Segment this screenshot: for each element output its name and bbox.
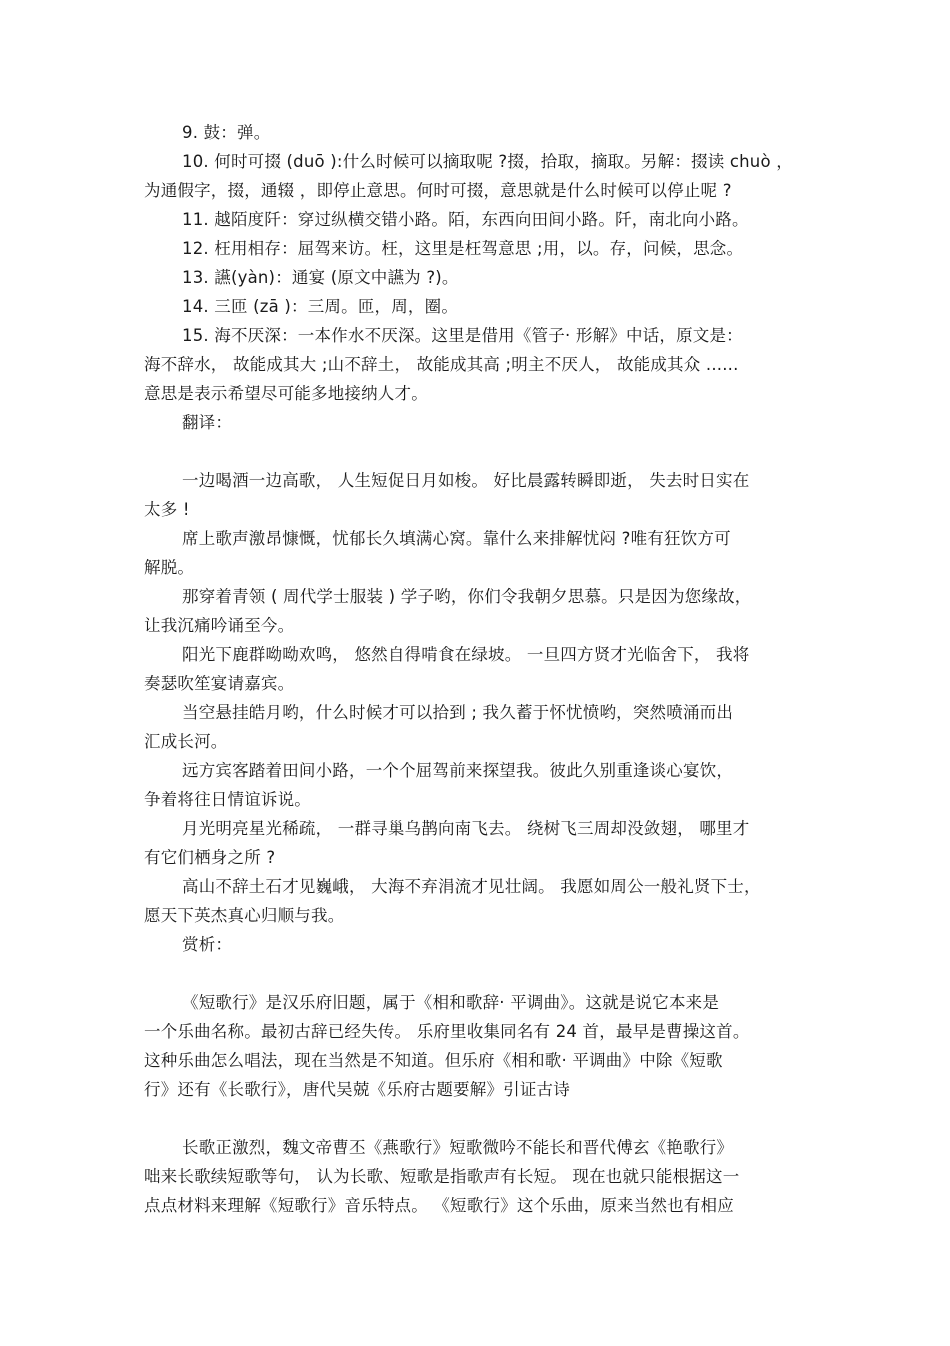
translation-paragraph: [144, 640, 816, 698]
appreciation-paragraph-1: [144, 988, 816, 1104]
translation-paragraph: [144, 466, 816, 524]
translation-paragraph: [144, 814, 816, 872]
document-body: [144, 118, 816, 1220]
translation-line: 当空悬挂皓月哟，什么时候才可以拾到 ; 我久蓄于怀忧愤哟，突然喷涌而出: [182, 703, 734, 722]
translation-paragraph: [144, 524, 816, 582]
note-line: 11. 越陌度阡：穿过纵横交错小路。陌，东西向田间小路。阡，南北向小路。: [182, 210, 749, 229]
note-line: 海不辞水， 故能成其大 ;山不辞土， 故能成其高 ;明主不厌人， 故能成其众 ......: [144, 355, 739, 374]
note-11: [144, 205, 816, 234]
appreciation-line: 咄来长歌续短歌等句， 认为长歌、短歌是指歌声有长短。 现在也就只能根据这一: [144, 1167, 740, 1186]
appreciation-line: 《短歌行》是汉乐府旧题，属于《相和歌辞· 平调曲》。这就是说它本来是: [182, 993, 720, 1012]
note-line: 9. 鼓：弹。: [182, 123, 271, 142]
note-12: [144, 234, 816, 263]
note-line: 为通假字，掇，通辍 ，即停止意思。何时可掇，意思就是什么时候可以停止呢 ?: [144, 181, 732, 200]
note-14: [144, 292, 816, 321]
appreciation-line: 这种乐曲怎么唱法，现在当然是不知道。但乐府《相和歌· 平调曲》中除《短歌: [144, 1051, 723, 1070]
translation-paragraph: [144, 872, 816, 930]
appreciation-line: 点点材料来理解《短歌行》音乐特点。 《短歌行》这个乐曲，原来当然也有相应: [144, 1196, 734, 1215]
appreciation-heading: 赏析：: [182, 935, 233, 954]
appreciation-line: 行》还有《长歌行》，唐代吴兢《乐府古题要解》引证古诗: [144, 1080, 570, 1099]
translation-line: 争着将往日情谊诉说。: [144, 790, 311, 809]
note-line: 12. 枉用相存：屈驾来访。枉，这里是枉驾意思 ;用，以。存，问候，思念。: [182, 239, 744, 258]
translation-line: 席上歌声激昂慷慨，忧郁长久填满心窝。靠什么来排解忧闷 ?唯有狂饮方可: [182, 529, 731, 548]
translation-line: 汇成长河。: [144, 732, 228, 751]
translation-line: 有它们栖身之所 ?: [144, 848, 276, 867]
translation-line: 让我沉痛吟诵至今。: [144, 616, 295, 635]
translation-line: 那穿着青领 ( 周代学士服装 ) 学子哟，你们令我朝夕思慕。只是因为您缘故，: [182, 587, 752, 606]
note-10: [144, 147, 816, 205]
translation-paragraph: [144, 582, 816, 640]
appreciation-paragraph-2: [144, 1133, 816, 1220]
translation-line: 高山不辞土石才见巍峨， 大海不弃涓流才见壮阔。 我愿如周公一般礼贤下士，: [182, 877, 761, 896]
note-line: 14. 三匝 (zā )：三周。匝，周，圈。: [182, 297, 459, 316]
translation-line: 一边喝酒一边高歌， 人生短促日月如梭。 好比晨露转瞬即逝， 失去时日实在: [182, 471, 750, 490]
translation-heading: 翻译：: [182, 413, 233, 432]
translation-line: 阳光下鹿群呦呦欢鸣， 悠然自得啃食在绿坡。 一旦四方贤才光临舍下， 我将: [182, 645, 750, 664]
translation-paragraph: [144, 698, 816, 756]
translation-line: 奏瑟吹笙宴请嘉宾。: [144, 674, 295, 693]
note-13: [144, 263, 816, 292]
translation-paragraph: [144, 756, 816, 814]
translation-line: 愿天下英杰真心归顺与我。: [144, 906, 345, 925]
translation-line: 远方宾客踏着田间小路，一个个屈驾前来探望我。彼此久别重逢谈心宴饮，: [182, 761, 734, 780]
appreciation-line: 长歌正激烈，魏文帝曹丕《燕歌行》短歌微吟不能长和晋代傅玄《艳歌行》: [182, 1138, 734, 1157]
translation-line: 解脱。: [144, 558, 195, 577]
note-line: 13. 讌(yàn)：通宴 (原文中讌为 ?)。: [182, 268, 459, 287]
translation-line: 太多 !: [144, 500, 190, 519]
appreciation-line: 一个乐曲名称。最初古辞已经失传。 乐府里收集同名有 24 首，最早是曹操这首。: [144, 1022, 750, 1041]
note-line: 10. 何时可掇 (duō ):什么时候可以摘取呢 ?掇，拾取，摘取。另解：掇读 chuò ，: [182, 152, 793, 171]
blank-line: [144, 1104, 816, 1133]
note-9: [144, 118, 816, 147]
note-15: [144, 321, 816, 408]
note-line: 意思是表示希望尽可能多地接纳人才。: [144, 384, 428, 403]
translation-line: 月光明亮星光稀疏， 一群寻巢乌鹊向南飞去。 绕树飞三周却没敛翅， 哪里才: [182, 819, 750, 838]
blank-line: [144, 437, 816, 466]
blank-line: [144, 959, 816, 988]
note-line: 15. 海不厌深：一本作水不厌深。这里是借用《管子· 形解》中话，原文是：: [182, 326, 743, 345]
